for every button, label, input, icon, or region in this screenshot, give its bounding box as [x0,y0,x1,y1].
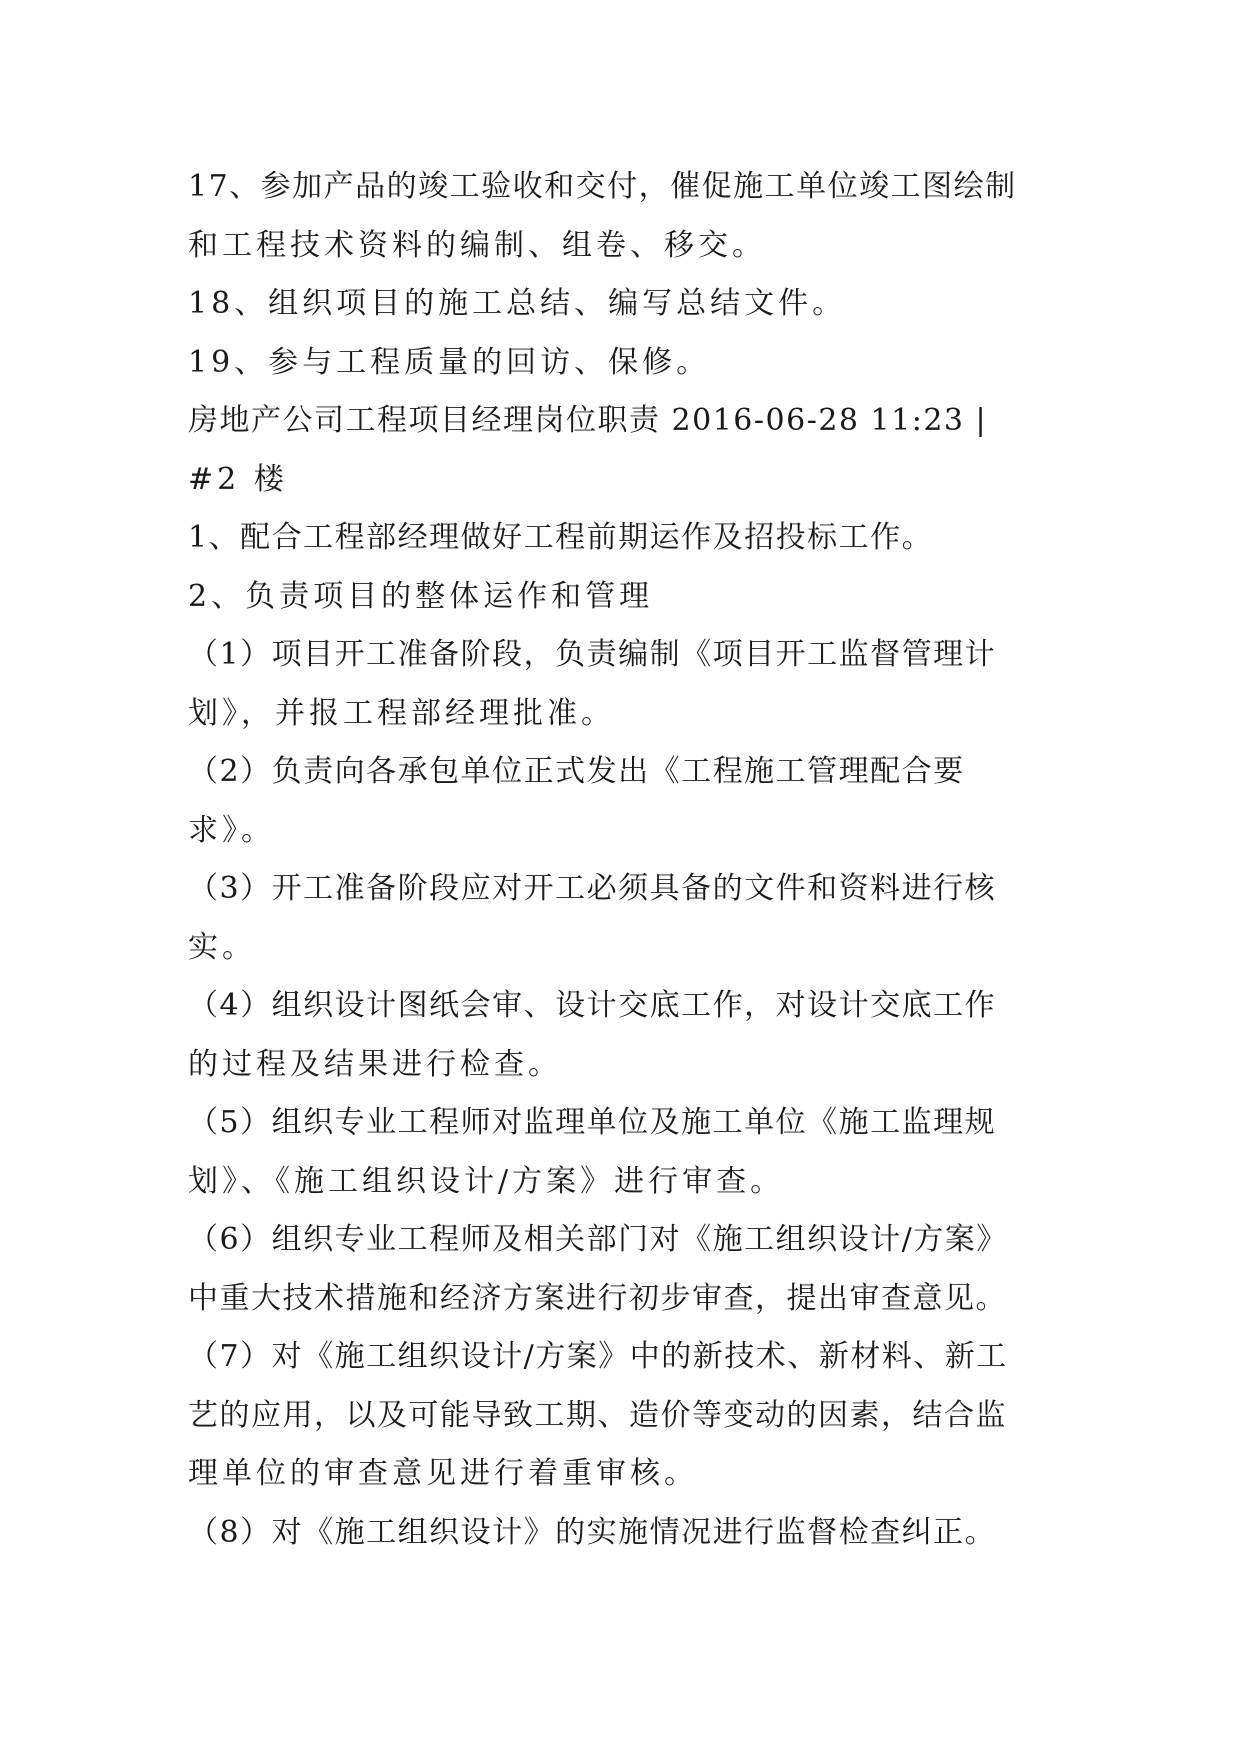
text-line: （1）项目开工准备阶段，负责编制《项目开工监督管理计 [188,637,997,672]
text-line: 中重大技术措施和经济方案进行初步审查，提出审查意见。 [188,1280,1007,1316]
document-body [188,158,1048,1562]
text-line: 2、负责项目的整体运作和管理 [188,578,654,614]
text-line: （8）对《施工组织设计》的实施情况进行监督检查纠正。 [188,1514,997,1550]
text-line: 划》、《施工组织设计/方案》进行审查。 [188,1163,785,1199]
text-line: 17、参加产品的竣工验收和交付，催促施工单位竣工图绘制 [188,169,1017,204]
text-line: 划》，并报工程部经理批准。 [188,695,615,731]
text-line: （2）负责向各承包单位正式发出《工程施工管理配合要 [188,754,965,789]
text-line: 求》。 [188,812,275,848]
text-line: 和工程技术资料的编制、组卷、移交。 [188,227,766,263]
text-line: 19、参与工程质量的回访、保修。 [188,344,711,380]
text-line: （5）组织专业工程师对监理单位及施工单位《施工监理规 [188,1105,997,1140]
text-line: （3）开工准备阶段应对开工必须具备的文件和资料进行核 [188,871,997,906]
text-line: 的过程及结果进行检查。 [188,1046,562,1082]
text-line: （7）对《施工组织设计/方案》中的新技术、新材料、新工 [188,1339,1008,1374]
text-line: 1、配合工程部经理做好工程前期运作及招投标工作。 [188,520,934,555]
floor-label: #2 楼 [188,461,288,497]
text-line: 艺的应用，以及可能导致工期、造价等变动的因素，结合监 [188,1397,1007,1433]
text-line: 理单位的审查意见进行着重审核。 [188,1456,698,1491]
post-header-line: 房地产公司工程项目经理岗位职责 2016-06-28 11:23 | [188,403,988,438]
text-line: 实。 [188,929,256,965]
text-line: （6）组织专业工程师及相关部门对《施工组织设计/方案》 [188,1222,1008,1257]
text-line: （4）组织设计图纸会审、设计交底工作，对设计交底工作 [188,988,997,1023]
text-line: 18、组织项目的施工总结、编写总结文件。 [188,286,847,321]
